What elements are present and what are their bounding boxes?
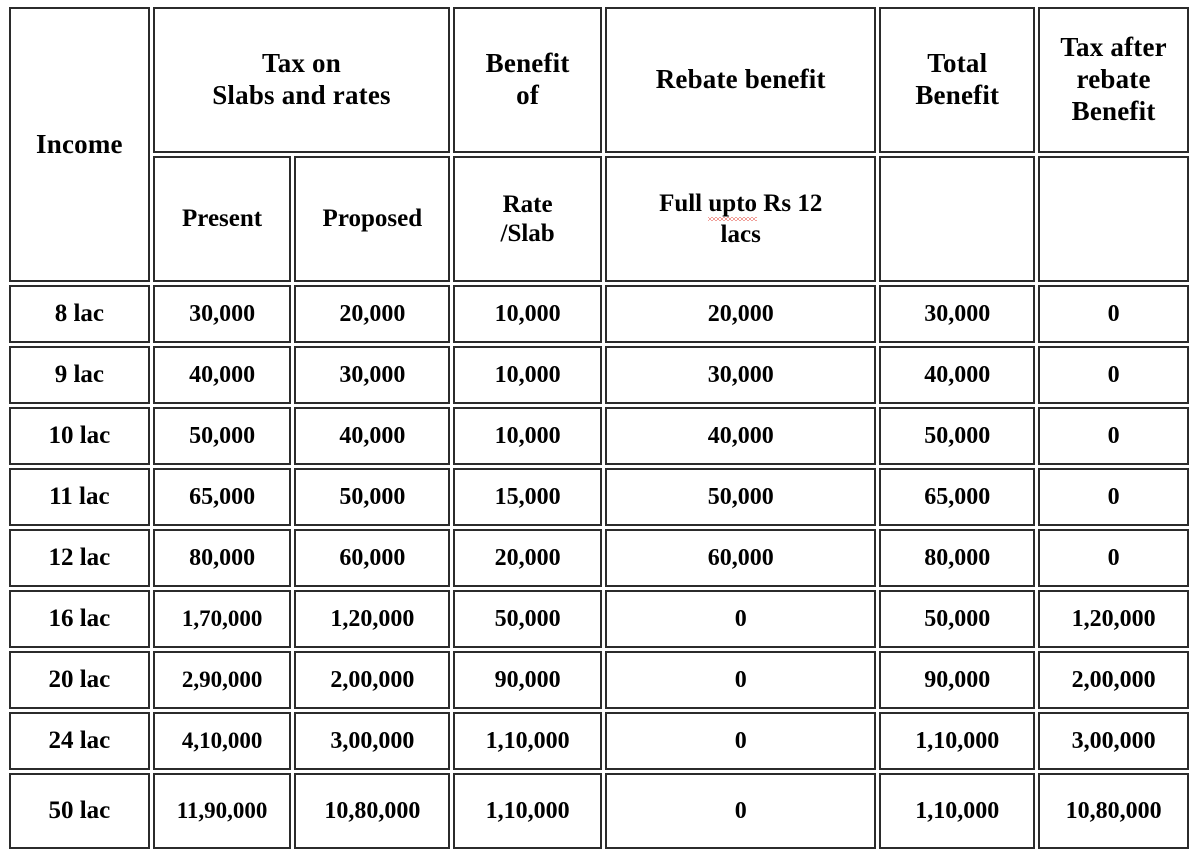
table-row <box>9 407 1189 465</box>
cell-tax-after-rebate: 0 <box>1038 346 1189 404</box>
header-total-line1: Total <box>927 48 988 79</box>
table-row <box>9 346 1189 404</box>
cell-total-benefit: 40,000 <box>879 346 1035 404</box>
cell-present: 50,000 <box>153 407 292 465</box>
table-row <box>9 529 1189 587</box>
income-tax-comparison-table <box>6 4 1192 852</box>
header-tax-on-line2: Slabs and rates <box>212 80 391 110</box>
cell-present: 4,10,000 <box>153 712 292 770</box>
cell-present: 11,90,000 <box>153 773 292 849</box>
cell-rebate-benefit: 30,000 <box>605 346 876 404</box>
cell-tax-after-rebate: 10,80,000 <box>1038 773 1189 849</box>
header-income: Income <box>9 7 150 282</box>
header-total-line2: Benefit <box>915 80 1000 110</box>
header-tax-after-line3: Benefit <box>1071 95 1156 126</box>
cell-total-benefit: 90,000 <box>879 651 1035 709</box>
cell-present: 1,70,000 <box>153 590 292 648</box>
header-tax-on-line1: Tax on <box>261 48 341 79</box>
cell-proposed: 50,000 <box>294 468 450 526</box>
spellcheck-underlined-word: upto <box>708 189 757 221</box>
header-present: Present <box>153 156 292 282</box>
header-benefit-line1: Benefit <box>485 48 570 79</box>
cell-total-benefit: 80,000 <box>879 529 1035 587</box>
header-total-benefit-spacer <box>879 156 1035 282</box>
cell-rebate-benefit: 40,000 <box>605 407 876 465</box>
cell-proposed: 20,000 <box>294 285 450 343</box>
header-tax-after-rebate-benefit <box>1038 7 1189 153</box>
cell-rate-slab: 10,000 <box>453 346 602 404</box>
header-tax-after-line1: Tax after <box>1060 32 1167 63</box>
cell-present: 2,90,000 <box>153 651 292 709</box>
cell-rebate-benefit: 0 <box>605 712 876 770</box>
cell-rate-slab: 1,10,000 <box>453 712 602 770</box>
cell-tax-after-rebate: 0 <box>1038 285 1189 343</box>
cell-rebate-benefit: 0 <box>605 651 876 709</box>
cell-total-benefit: 1,10,000 <box>879 712 1035 770</box>
cell-rate-slab: 1,10,000 <box>453 773 602 849</box>
cell-total-benefit: 1,10,000 <box>879 773 1035 849</box>
cell-rate-slab: 90,000 <box>453 651 602 709</box>
cell-tax-after-rebate: 0 <box>1038 529 1189 587</box>
cell-total-benefit: 50,000 <box>879 590 1035 648</box>
cell-income: 16 lac <box>9 590 150 648</box>
cell-present: 40,000 <box>153 346 292 404</box>
cell-proposed: 2,00,000 <box>294 651 450 709</box>
header-tax-on-slabs-and-rates <box>153 7 451 153</box>
cell-income: 20 lac <box>9 651 150 709</box>
table-row <box>9 468 1189 526</box>
cell-rebate-benefit: 0 <box>605 773 876 849</box>
cell-rebate-benefit: 0 <box>605 590 876 648</box>
table-body <box>9 285 1189 849</box>
cell-tax-after-rebate: 2,00,000 <box>1038 651 1189 709</box>
table-row <box>9 712 1189 770</box>
cell-present: 30,000 <box>153 285 292 343</box>
header-benefit-line2: of <box>516 80 540 110</box>
cell-rebate-benefit: 60,000 <box>605 529 876 587</box>
cell-proposed: 1,20,000 <box>294 590 450 648</box>
cell-proposed: 60,000 <box>294 529 450 587</box>
cell-total-benefit: 65,000 <box>879 468 1035 526</box>
header-tax-after-line2: rebate <box>1076 64 1151 95</box>
cell-rate-slab: 20,000 <box>453 529 602 587</box>
header-full-upto-rs-12-lacs <box>605 156 876 282</box>
table-row <box>9 285 1189 343</box>
cell-rate-slab: 10,000 <box>453 285 602 343</box>
cell-tax-after-rebate: 0 <box>1038 407 1189 465</box>
header-full-upto-line1: Full upto Rs 12 <box>611 189 870 221</box>
cell-tax-after-rebate: 0 <box>1038 468 1189 526</box>
cell-present: 65,000 <box>153 468 292 526</box>
header-rate-slab <box>453 156 602 282</box>
cell-income: 10 lac <box>9 407 150 465</box>
table-head <box>9 7 1189 282</box>
cell-total-benefit: 30,000 <box>879 285 1035 343</box>
header-benefit-of <box>453 7 602 153</box>
header-tax-after-spacer <box>1038 156 1189 282</box>
cell-rate-slab: 15,000 <box>453 468 602 526</box>
cell-income: 8 lac <box>9 285 150 343</box>
cell-present: 80,000 <box>153 529 292 587</box>
cell-income: 9 lac <box>9 346 150 404</box>
cell-rate-slab: 10,000 <box>453 407 602 465</box>
cell-tax-after-rebate: 3,00,000 <box>1038 712 1189 770</box>
table-row <box>9 651 1189 709</box>
table-row <box>9 590 1189 648</box>
header-rate-line2: /Slab <box>500 220 555 247</box>
cell-income: 50 lac <box>9 773 150 849</box>
cell-income: 12 lac <box>9 529 150 587</box>
header-rebate-benefit: Rebate benefit <box>605 7 876 153</box>
cell-proposed: 40,000 <box>294 407 450 465</box>
cell-income: 24 lac <box>9 712 150 770</box>
cell-rebate-benefit: 20,000 <box>605 285 876 343</box>
table-header-row-secondary <box>9 156 1189 282</box>
cell-proposed: 3,00,000 <box>294 712 450 770</box>
cell-rebate-benefit: 50,000 <box>605 468 876 526</box>
header-total-benefit <box>879 7 1035 153</box>
cell-rate-slab: 50,000 <box>453 590 602 648</box>
header-full-upto-line2: lacs <box>720 221 761 248</box>
cell-proposed: 30,000 <box>294 346 450 404</box>
header-rate-line1: Rate <box>502 190 553 218</box>
cell-proposed: 10,80,000 <box>294 773 450 849</box>
cell-total-benefit: 50,000 <box>879 407 1035 465</box>
cell-income: 11 lac <box>9 468 150 526</box>
table-row <box>9 773 1189 849</box>
table-header-row-primary <box>9 7 1189 153</box>
header-proposed: Proposed <box>294 156 450 282</box>
cell-tax-after-rebate: 1,20,000 <box>1038 590 1189 648</box>
